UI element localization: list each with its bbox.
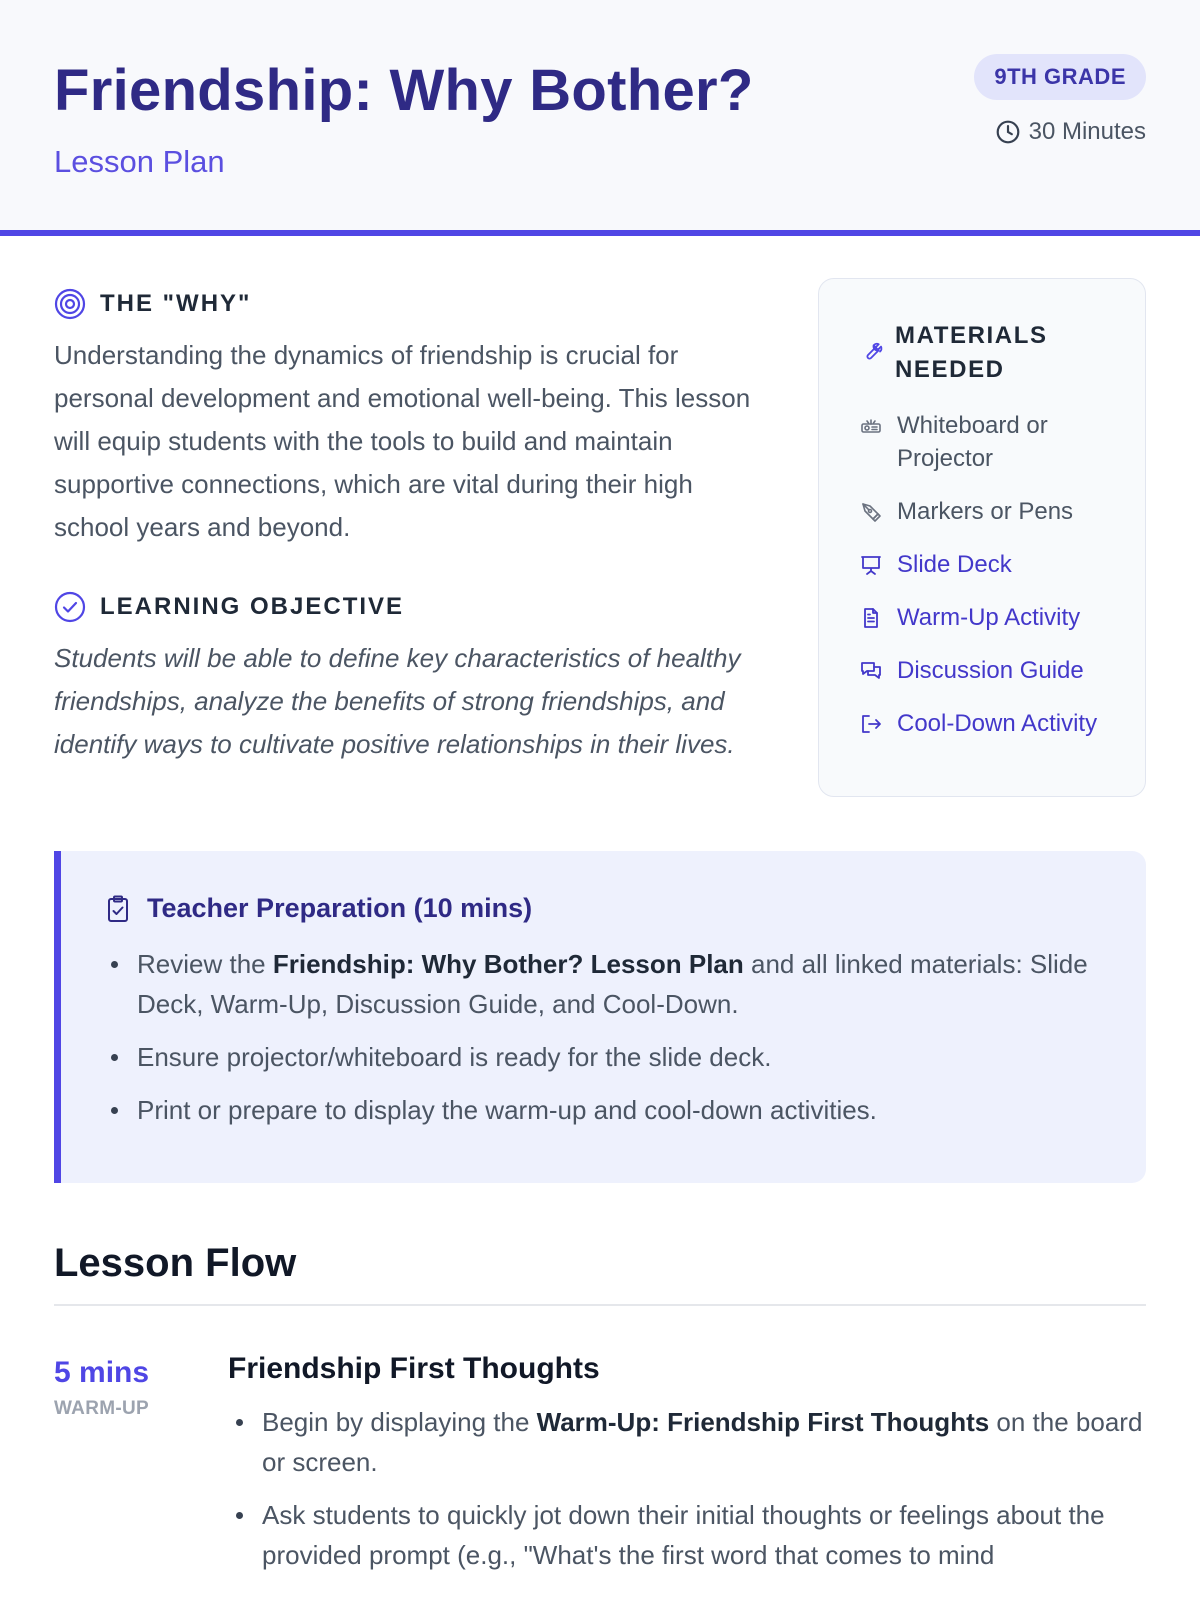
step-list — [228, 1402, 1146, 1575]
step-item — [262, 1402, 1146, 1482]
objective-heading-row — [54, 591, 754, 623]
prep-item-text: Review the — [137, 949, 273, 979]
prep-list — [103, 944, 1106, 1130]
material-item-whiteboard — [859, 409, 1107, 475]
material-link-slide-deck[interactable] — [859, 548, 1107, 581]
step-minutes: 5 mins — [54, 1356, 150, 1389]
prep-item-bold: Friendship: Why Bother? Lesson Plan — [272, 949, 744, 979]
step-item-text: Begin by displaying the — [262, 1407, 537, 1437]
material-link-label[interactable]: Warm-Up Activity — [897, 604, 1081, 631]
clipboard-check-icon — [103, 894, 133, 924]
materials-heading: MATERIALS NEEDED — [895, 322, 1048, 383]
prep-item — [137, 1037, 1106, 1077]
chat-icon — [859, 659, 883, 683]
projector-icon — [859, 414, 883, 438]
material-item-markers — [859, 495, 1107, 528]
step-item-bold: Warm-Up: Friendship First Thoughts — [536, 1407, 990, 1437]
why-heading: THE "WHY" — [100, 290, 252, 317]
materials-card — [818, 278, 1146, 797]
step-item — [262, 1495, 1146, 1575]
pen-icon — [859, 500, 883, 524]
step-title: Friendship First Thoughts — [228, 1352, 600, 1385]
objective-heading: LEARNING OBJECTIVE — [100, 593, 405, 620]
prep-item — [137, 1090, 1106, 1130]
prep-item-text: Print or prepare to display the warm-up and cool-down activities. — [137, 1095, 877, 1125]
materials-heading-row — [859, 319, 1107, 387]
material-link-label[interactable]: Discussion Guide — [897, 657, 1084, 684]
clock-icon — [995, 119, 1021, 145]
material-label: Whiteboard or Projector — [897, 412, 1048, 472]
material-link-cool-down[interactable] — [859, 707, 1107, 740]
step-label: WARM-UP — [54, 1398, 149, 1419]
step-item-text: Ask students to quickly jot down their initial thoughts or feelings about the provided prompt (e.g., "What's the first word that comes to mind — [262, 1500, 1105, 1570]
exit-icon — [859, 712, 883, 736]
step-time — [54, 1352, 228, 1588]
check-circle-icon — [54, 591, 86, 623]
overview-row — [54, 288, 1146, 797]
lesson-flow-title: Lesson Flow — [54, 1241, 1146, 1306]
material-link-warm-up[interactable] — [859, 601, 1107, 634]
target-icon — [54, 288, 86, 320]
material-link-label[interactable]: Cool-Down Activity — [897, 710, 1098, 737]
step-item-text: on the board or screen. — [262, 1407, 1143, 1477]
grade-badge: 9TH GRADE — [974, 54, 1146, 100]
prep-item-text: and all linked materials: Slide Deck, Warm-Up, Discussion Guide, and Cool-Down. — [137, 949, 1088, 1019]
page-subtitle: Lesson Plan — [54, 144, 225, 179]
material-link-discussion[interactable] — [859, 654, 1107, 687]
duration — [995, 118, 1146, 146]
main-content — [0, 236, 1200, 1588]
prep-item-text: Ensure projector/whiteboard is ready for the slide deck. — [137, 1042, 772, 1072]
objective-text: Students will be able to define key characteristics of healthy friendships, analyze the benefits of strong friendships, and identify ways to cultivate positive relationships in their lives. — [54, 643, 741, 759]
material-link-label[interactable]: Slide Deck — [897, 551, 1012, 578]
wrench-icon — [859, 339, 883, 363]
page-title: Friendship: Why Bother? — [54, 58, 754, 123]
prep-heading-row — [103, 893, 1106, 924]
teacher-prep-callout — [54, 851, 1146, 1183]
why-heading-row — [54, 288, 754, 320]
prep-title: Teacher Preparation (10 mins) — [147, 893, 533, 923]
flow-step-warm-up — [54, 1352, 1146, 1588]
material-label: Markers or Pens — [897, 498, 1074, 525]
why-text: Understanding the dynamics of friendship is crucial for personal development and emotional well-being. This lesson will equip students with the tools to build and maintain supportive connections, which are vital during their high school years and beyond. — [54, 340, 751, 542]
step-body — [228, 1352, 1146, 1588]
presentation-icon — [859, 553, 883, 577]
document-icon — [859, 606, 883, 630]
page-header — [0, 0, 1200, 236]
duration-text: 30 Minutes — [1028, 118, 1146, 145]
prep-item — [137, 944, 1106, 1024]
overview-column — [54, 288, 754, 797]
header-meta — [974, 54, 1146, 146]
